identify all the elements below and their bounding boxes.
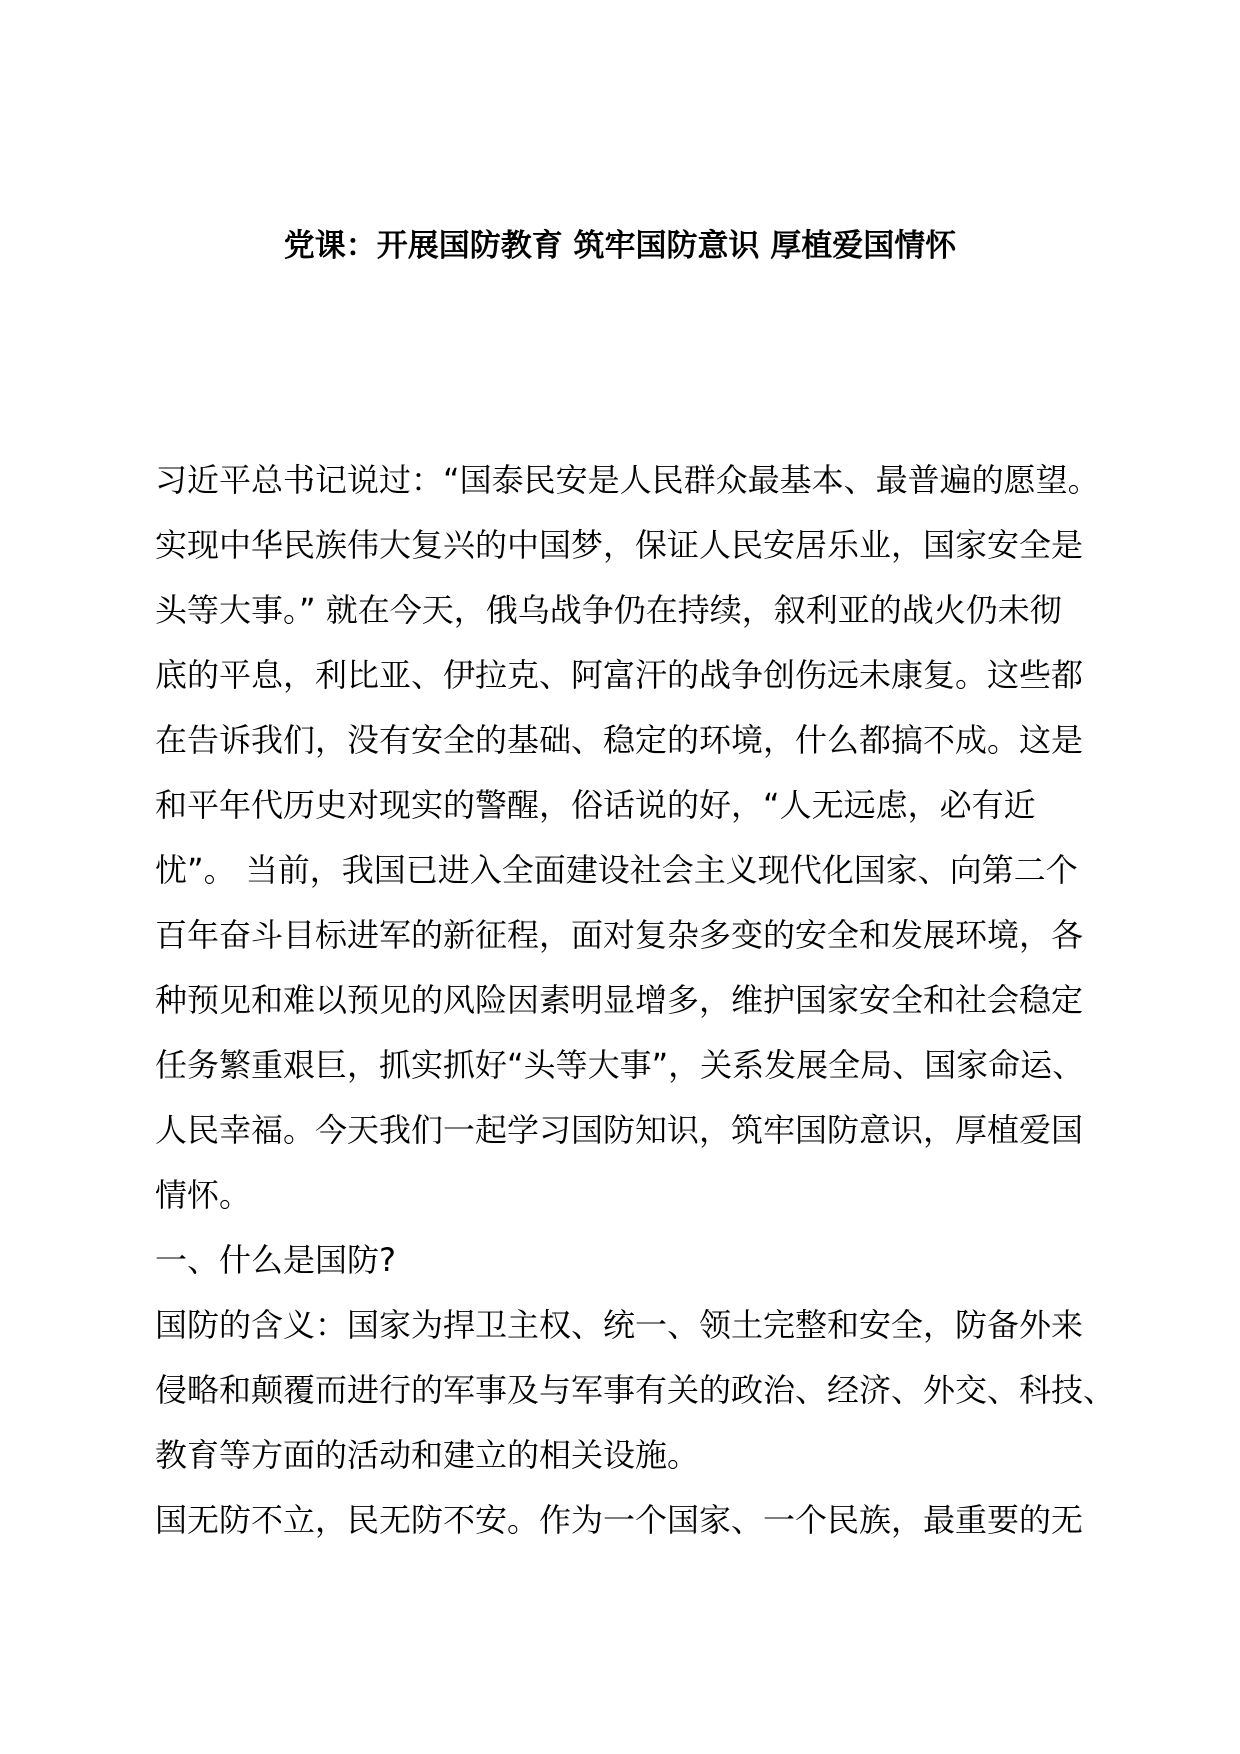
definition-paragraph bbox=[155, 1293, 1195, 1488]
national-defense-paragraph bbox=[155, 1488, 1195, 1553]
document-body bbox=[155, 448, 1195, 1553]
document-title: 党课：开展国防教育 筑牢国防意识 厚植爱国情怀 bbox=[283, 228, 957, 264]
body-line: 忧”。 当前，我国已进入全面建设社会主义现代化国家、向第二个 bbox=[155, 851, 1078, 889]
body-line: 百年奋斗目标进军的新征程，面对复杂多变的安全和发展环境，各 bbox=[155, 916, 1084, 954]
body-line: 情怀。 bbox=[155, 1176, 252, 1214]
section-heading: 一、什么是国防? bbox=[155, 1241, 396, 1279]
body-line: 国无防不立，民无防不安。作为一个国家、一个民族，最重要的无 bbox=[155, 1501, 1084, 1539]
intro-paragraph bbox=[155, 448, 1195, 1228]
body-line: 侵略和颠覆而进行的军事及与军事有关的政治、经济、外交、科技、 bbox=[155, 1371, 1116, 1409]
body-line: 种预见和难以预见的风险因素明显增多，维护国家安全和社会稳定 bbox=[155, 981, 1084, 1019]
body-line: 任务繁重艰巨，抓实抓好“头等大事”，关系发展全局、国家命运、 bbox=[155, 1046, 1085, 1084]
body-line: 底的平息，利比亚、伊拉克、阿富汗的战争创伤远未康复。这些都 bbox=[155, 656, 1084, 694]
body-line: 在告诉我们，没有安全的基础、稳定的环境，什么都搞不成。这是 bbox=[155, 721, 1084, 759]
body-line: 实现中华民族伟大复兴的中国梦，保证人民安居乐业，国家安全是 bbox=[155, 526, 1084, 564]
body-line: 头等大事。” 就在今天，俄乌战争仍在持续，叙利亚的战火仍未彻 bbox=[155, 591, 1062, 629]
body-line: 和平年代历史对现实的警醒，俗话说的好，“人无远虑，必有近 bbox=[155, 786, 1036, 824]
body-line: 国防的含义：国家为捍卫主权、统一、领土完整和安全，防备外来 bbox=[155, 1306, 1084, 1344]
body-line: 人民幸福。今天我们一起学习国防知识，筑牢国防意识，厚植爱国 bbox=[155, 1111, 1084, 1149]
body-line: 习近平总书记说过：“国泰民安是人民群众最基本、最普遍的愿望。 bbox=[155, 461, 1100, 499]
body-line: 教育等方面的活动和建立的相关设施。 bbox=[155, 1436, 700, 1474]
